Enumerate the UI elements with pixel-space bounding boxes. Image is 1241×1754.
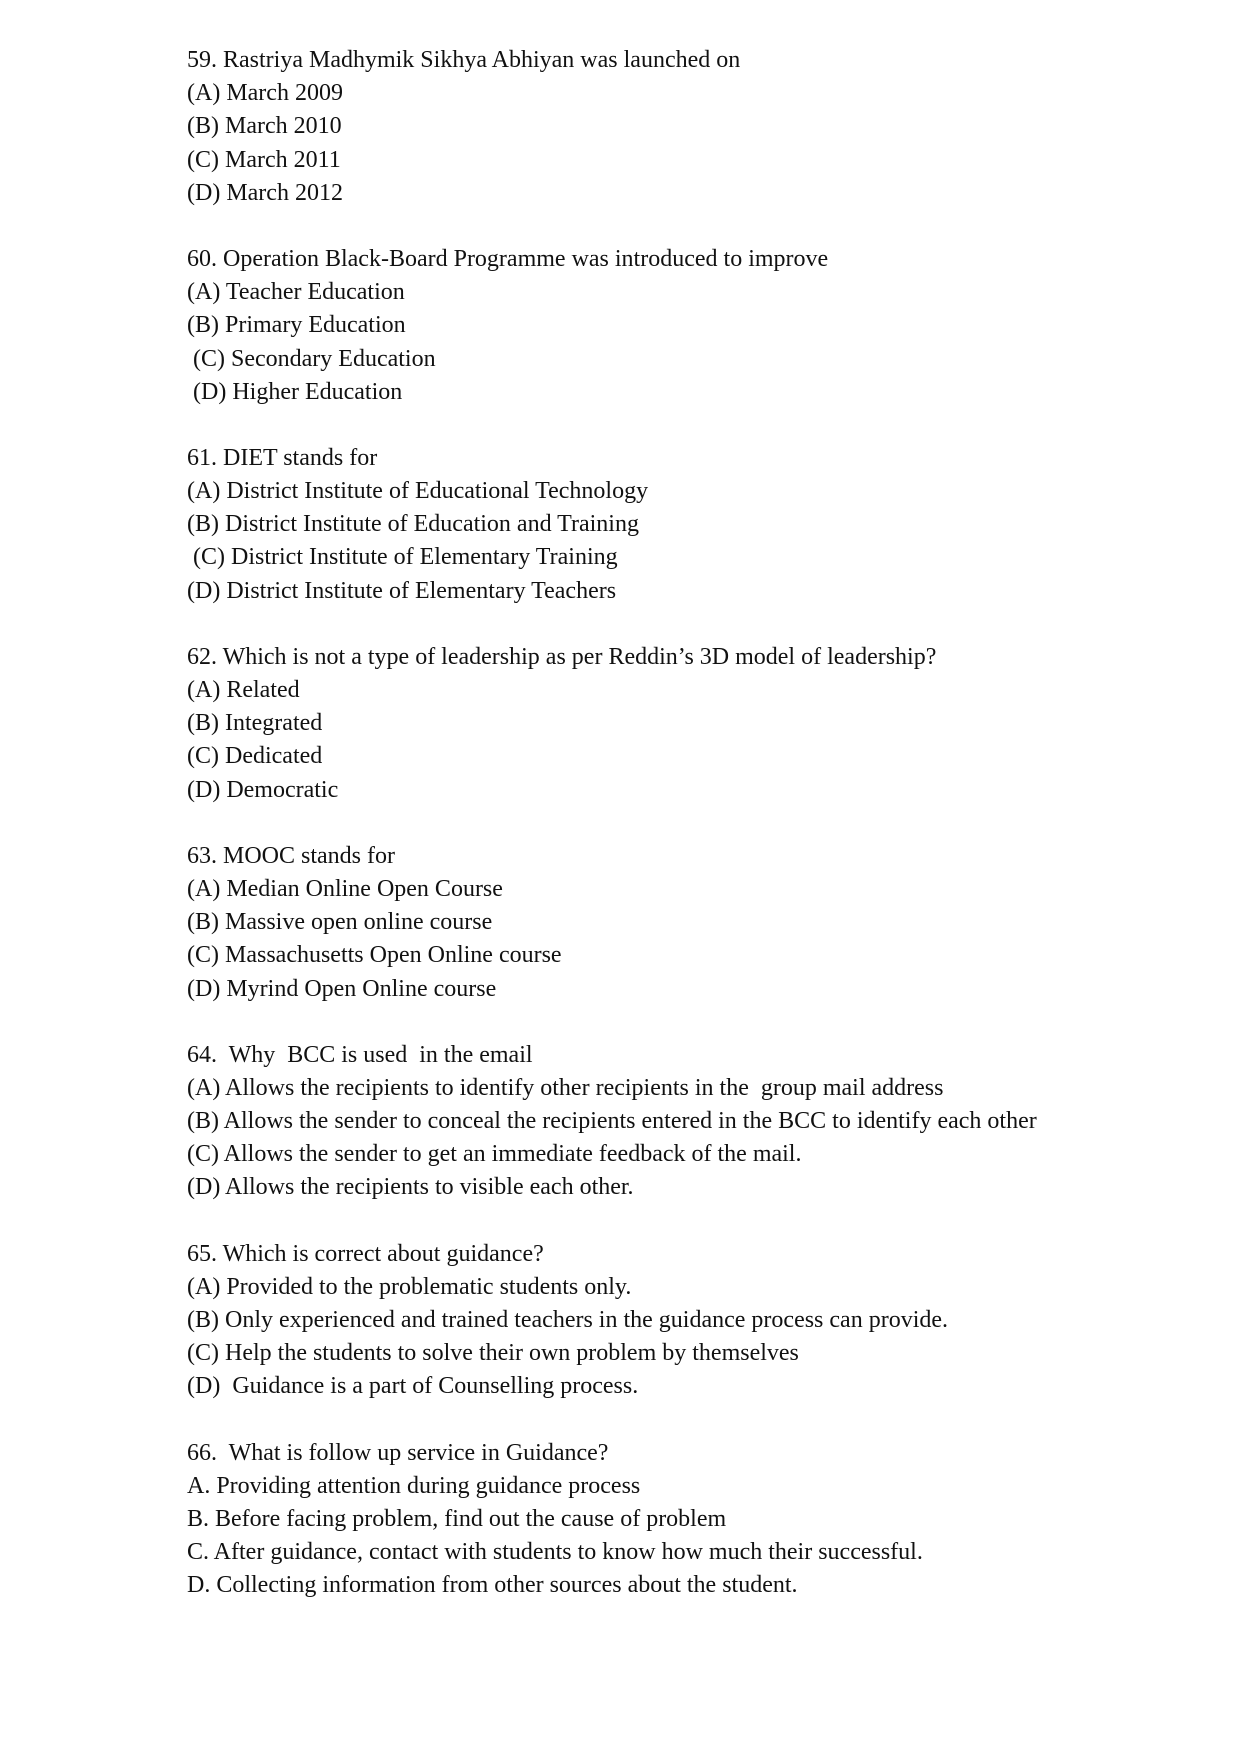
question-64 (187, 1039, 1187, 1205)
option-d: (D) Higher Education (187, 378, 403, 405)
option-c: (C) Massachusetts Open Online course (187, 942, 562, 969)
option-a: (A) District Institute of Educational Technology (187, 478, 649, 505)
option-b: (B) Massive open online course (187, 909, 493, 936)
question-63 (187, 840, 1187, 1006)
question-text: 59. Rastriya Madhymik Sikhya Abhiyan was launched on (187, 47, 741, 73)
option-d: (D) Myrind Open Online course (187, 975, 497, 1002)
option-b: (B) March 2010 (187, 113, 342, 140)
question-65 (187, 1238, 1187, 1404)
option-b: (B) District Institute of Education and Training (187, 511, 639, 538)
question-59 (187, 44, 1187, 210)
option-b: (B) Primary Education (187, 312, 406, 339)
option-d: (D) March 2012 (187, 179, 343, 206)
option-a: (A) Provided to the problematic students only. (187, 1273, 632, 1300)
question-page (187, 44, 1187, 1636)
option-d: (D) District Institute of Elementary Teachers (187, 577, 617, 604)
option-c: (C) District Institute of Elementary Training (187, 544, 618, 571)
question-66 (187, 1437, 1187, 1603)
option-a: (A) Related (187, 677, 300, 703)
option-b: B. Before facing problem, find out the cause of problem (187, 1505, 727, 1532)
option-c: (C) Dedicated (187, 743, 323, 770)
option-a: A. Providing attention during guidance process (187, 1472, 641, 1499)
option-d: D. Collecting information from other sources about the student. (187, 1572, 798, 1599)
question-61 (187, 442, 1187, 608)
question-text: 60. Operation Black-Board Programme was introduced to improve (187, 245, 829, 272)
option-b: (B) Allows the sender to conceal the recipients entered in the BCC to identify each other (187, 1108, 1037, 1135)
option-a: (A) Median Online Open Course (187, 875, 503, 902)
option-d: (D) Democratic (187, 776, 339, 803)
question-62 (187, 641, 1187, 807)
option-c: C. After guidance, contact with students to know how much their successful. (187, 1539, 923, 1566)
option-a: (A) March 2009 (187, 80, 343, 107)
option-d: (D) Allows the recipients to visible each other. (187, 1174, 634, 1201)
question-text: 63. MOOC stands for (187, 842, 395, 869)
option-a: (A) Allows the recipients to identify other recipients in the group mail address (187, 1074, 944, 1101)
option-c: (C) Allows the sender to get an immediate feedback of the mail. (187, 1141, 802, 1168)
question-text: 61. DIET stands for (187, 444, 378, 471)
option-d: (D) Guidance is a part of Counselling process. (187, 1373, 639, 1400)
question-60 (187, 243, 1187, 409)
option-b: (B) Only experienced and trained teachers in the guidance process can provide. (187, 1307, 949, 1333)
option-b: (B) Integrated (187, 710, 323, 737)
option-c: (C) Secondary Education (187, 345, 436, 372)
question-text: 65. Which is correct about guidance? (187, 1240, 544, 1267)
question-text: 62. Which is not a type of leadership as per Reddin’s 3D model of leadership? (187, 643, 937, 670)
option-c: (C) Help the students to solve their own problem by themselves (187, 1340, 799, 1367)
question-text: 66. What is follow up service in Guidance? (187, 1439, 609, 1466)
option-a: (A) Teacher Education (187, 279, 405, 306)
question-text: 64. Why BCC is used in the email (187, 1041, 533, 1068)
option-c: (C) March 2011 (187, 146, 341, 173)
